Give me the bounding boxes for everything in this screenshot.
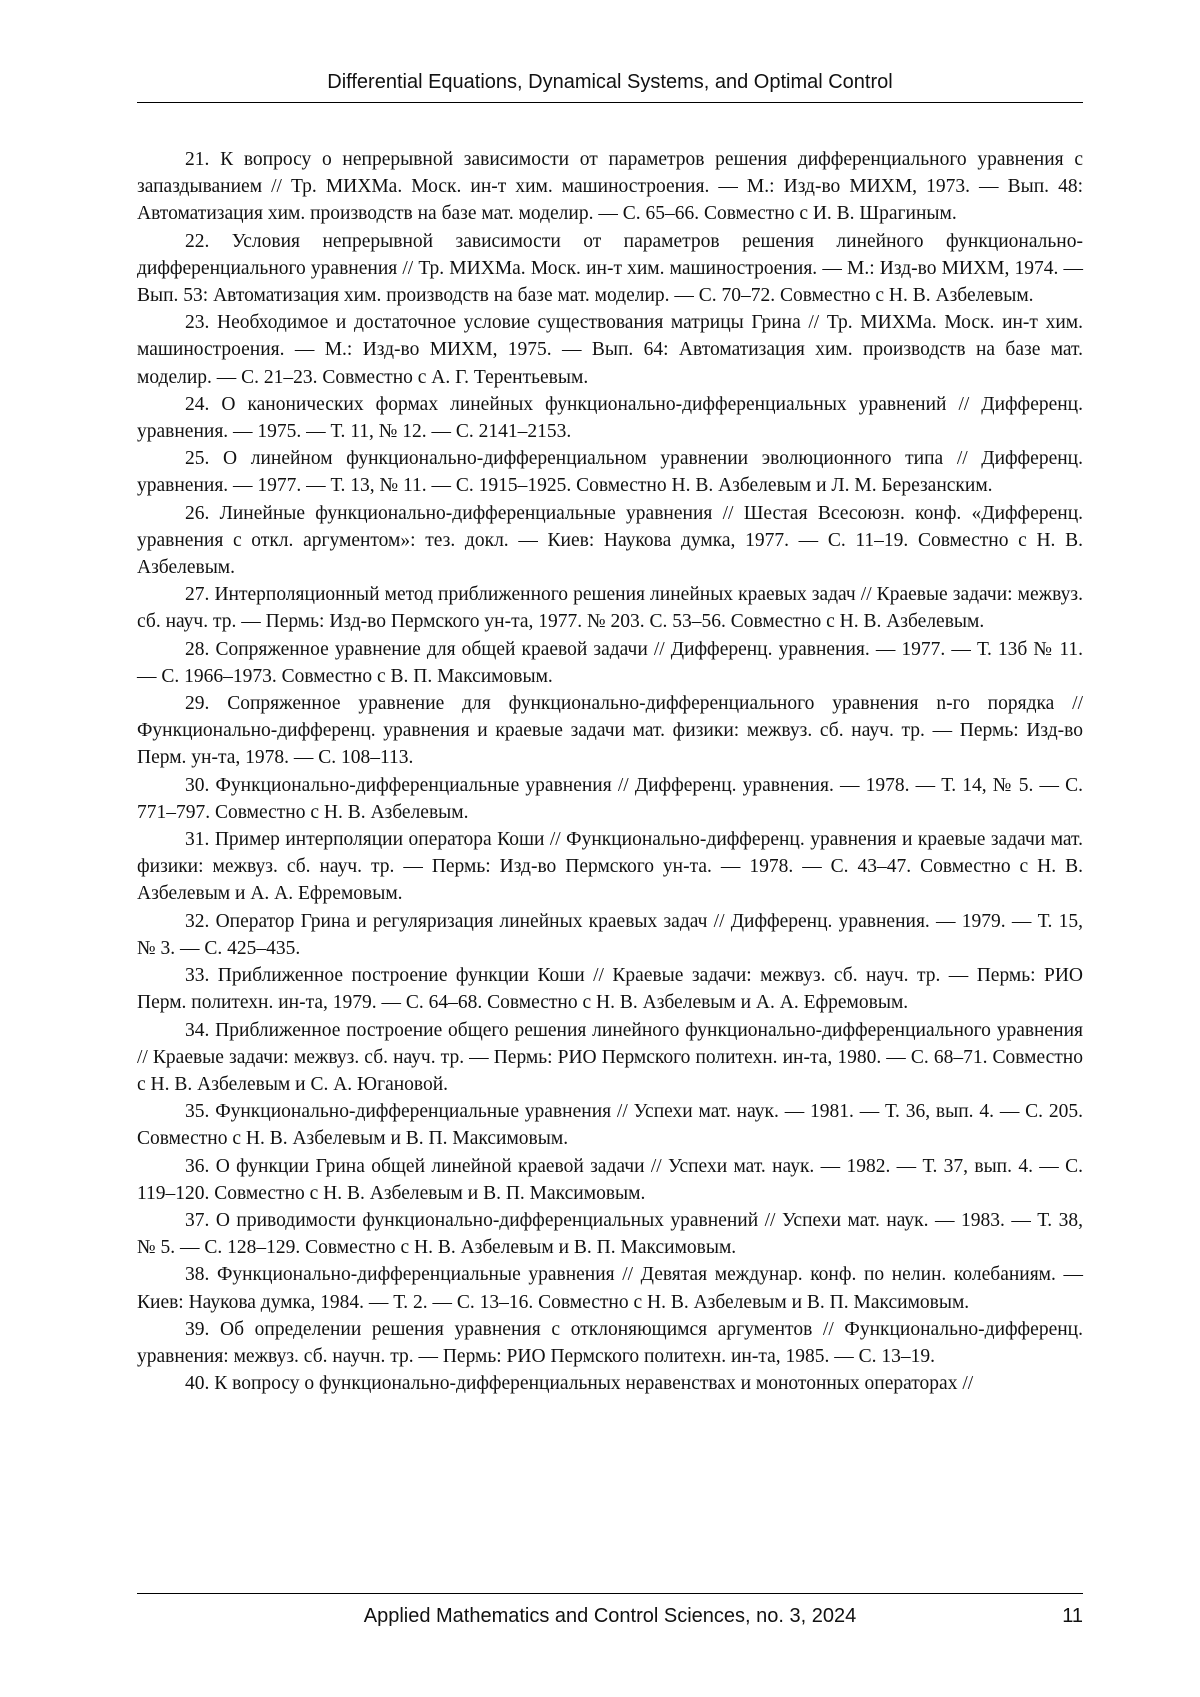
reference-item: 29. Сопряженное уравнение для функционально-дифференциального уравнения n-го порядка // Функционально-дифференц. уравнения и краевые задачи мат. физики: межвуз. сб. науч. тр. — Пермь: Изд-во Перм. ун-та, 1978. — С. 108–113. (137, 690, 1083, 772)
page-number: 11 (1062, 1600, 1083, 1632)
reference-item: 22. Условия непрерывной зависимости от параметров решения линейного функционально-дифференциального уравнения // Тр. МИХМа. Моск. ин-т хим. машиностроения. — М.: Изд-во МИХМ, 1974. — Вып. 53: Автоматизация хим. производств на базе мат. моделир. — С. 70–72. Совместно с Н. В. Азбелевым. (137, 228, 1083, 310)
reference-item: 33. Приближенное построение функции Коши // Краевые задачи: межвуз. сб. науч. тр. — Пермь: РИО Перм. политехн. ин-та, 1979. — С. 64–68. Совместно с Н. В. Азбелевым и А. А. Ефремовым. (137, 962, 1083, 1016)
reference-item: 37. О приводимости функционально-дифференциальных уравнений // Успехи мат. наук. — 1983. — Т. 38, № 5. — С. 128–129. Совместно с Н. В. Азбелевым и В. П. Максимовым. (137, 1207, 1083, 1261)
running-header (137, 68, 1083, 103)
reference-item: 31. Пример интерполяции оператора Коши // Функционально-дифференц. уравнения и краевые задачи мат. физики: межвуз. сб. науч. тр. — Пермь: Изд-во Пермского ун-та. — 1978. — С. 43–47. Совместно с Н. В. Азбелевым и А. А. Ефремовым. (137, 826, 1083, 908)
reference-list (137, 146, 1083, 1397)
reference-item: 39. Об определении решения уравнения с отклоняющимся аргументов // Функционально-дифференц. уравнения: межвуз. сб. научн. тр. — Пермь: РИО Пермского политехн. ин-та, 1985. — С. 13–19. (137, 1316, 1083, 1370)
reference-item: 25. О линейном функционально-дифференциальном уравнении эволюционного типа // Дифференц. уравнения. — 1977. — Т. 13, № 11. — С. 1915–1925. Совместно Н. В. Азбелевым и Л. М. Березанским. (137, 445, 1083, 499)
reference-item: 38. Функционально-дифференциальные уравнения // Девятая междунар. конф. по нелин. колебаниям. — Киев: Наукова думка, 1984. — Т. 2. — С. 13–16. Совместно с Н. В. Азбелевым и В. П. Максимовым. (137, 1261, 1083, 1315)
reference-item: 40. К вопросу о функционально-дифференциальных неравенствах и монотонных операторах // (137, 1370, 1083, 1397)
footer-divider (137, 1593, 1083, 1594)
reference-item: 21. К вопросу о непрерывной зависимости от параметров решения дифференциального уравнения с запаздыванием // Тр. МИХМа. Моск. ин-т хим. машиностроения. — М.: Изд-во МИХМ, 1973. — Вып. 48: Автоматизация хим. производств на базе мат. моделир. — С. 65–66. Совместно с И. В. Шрагиным. (137, 146, 1083, 228)
running-header-title: Differential Equations, Dynamical Systems, and Optimal Control (327, 71, 892, 93)
reference-item: 23. Необходимое и достаточное условие существования матрицы Грина // Тр. МИХМа. Моск. ин-т хим. машиностроения. — М.: Изд-во МИХМ, 1975. — Вып. 64: Автоматизация хим. производств на базе мат. моделир. — С. 21–23. Совместно с А. Г. Терентьевым. (137, 309, 1083, 391)
footer-journal-name: Applied Mathematics and Control Sciences, no. 3, 2024 (137, 1600, 1083, 1632)
reference-item: 35. Функционально-дифференциальные уравнения // Успехи мат. наук. — 1981. — Т. 36, вып. 4. — С. 205. Совместно с Н. В. Азбелевым и В. П. Максимовым. (137, 1098, 1083, 1152)
reference-item: 27. Интерполяционный метод приближенного решения линейных краевых задач // Краевые задачи: межвуз. сб. науч. тр. — Пермь: Изд-во Пермского ун-та, 1977. № 203. С. 53–56. Совместно с Н. В. Азбелевым. (137, 581, 1083, 635)
reference-item: 34. Приближенное построение общего решения линейного функционально-дифференциального уравнения // Краевые задачи: межвуз. сб. науч. тр. — Пермь: РИО Пермского политехн. ин-та, 1980. — С. 68–71. Совместно с Н. В. Азбелевым и С. А. Югановой. (137, 1017, 1083, 1099)
running-footer (137, 1600, 1083, 1632)
reference-item: 28. Сопряженное уравнение для общей краевой задачи // Дифференц. уравнения. — 1977. — Т. 13б № 11. — С. 1966–1973. Совместно с В. П. Максимовым. (137, 636, 1083, 690)
reference-item: 26. Линейные функционально-дифференциальные уравнения // Шестая Всесоюзн. конф. «Дифференц. уравнения с откл. аргументом»: тез. докл. — Киев: Наукова думка, 1977. — С. 11–19. Совместно с Н. В. Азбелевым. (137, 500, 1083, 582)
reference-item: 24. О канонических формах линейных функционально-дифференциальных уравнений // Дифференц. уравнения. — 1975. — Т. 11, № 12. — С. 2141–2153. (137, 391, 1083, 445)
reference-item: 30. Функционально-дифференциальные уравнения // Дифференц. уравнения. — 1978. — Т. 14, № 5. — С. 771–797. Совместно с Н. В. Азбелевым. (137, 772, 1083, 826)
reference-item: 36. О функции Грина общей линейной краевой задачи // Успехи мат. наук. — 1982. — Т. 37, вып. 4. — С. 119–120. Совместно с Н. В. Азбелевым и В. П. Максимовым. (137, 1153, 1083, 1207)
reference-item: 32. Оператор Грина и регуляризация линейных краевых задач // Дифференц. уравнения. — 1979. — Т. 15, № 3. — С. 425–435. (137, 908, 1083, 962)
